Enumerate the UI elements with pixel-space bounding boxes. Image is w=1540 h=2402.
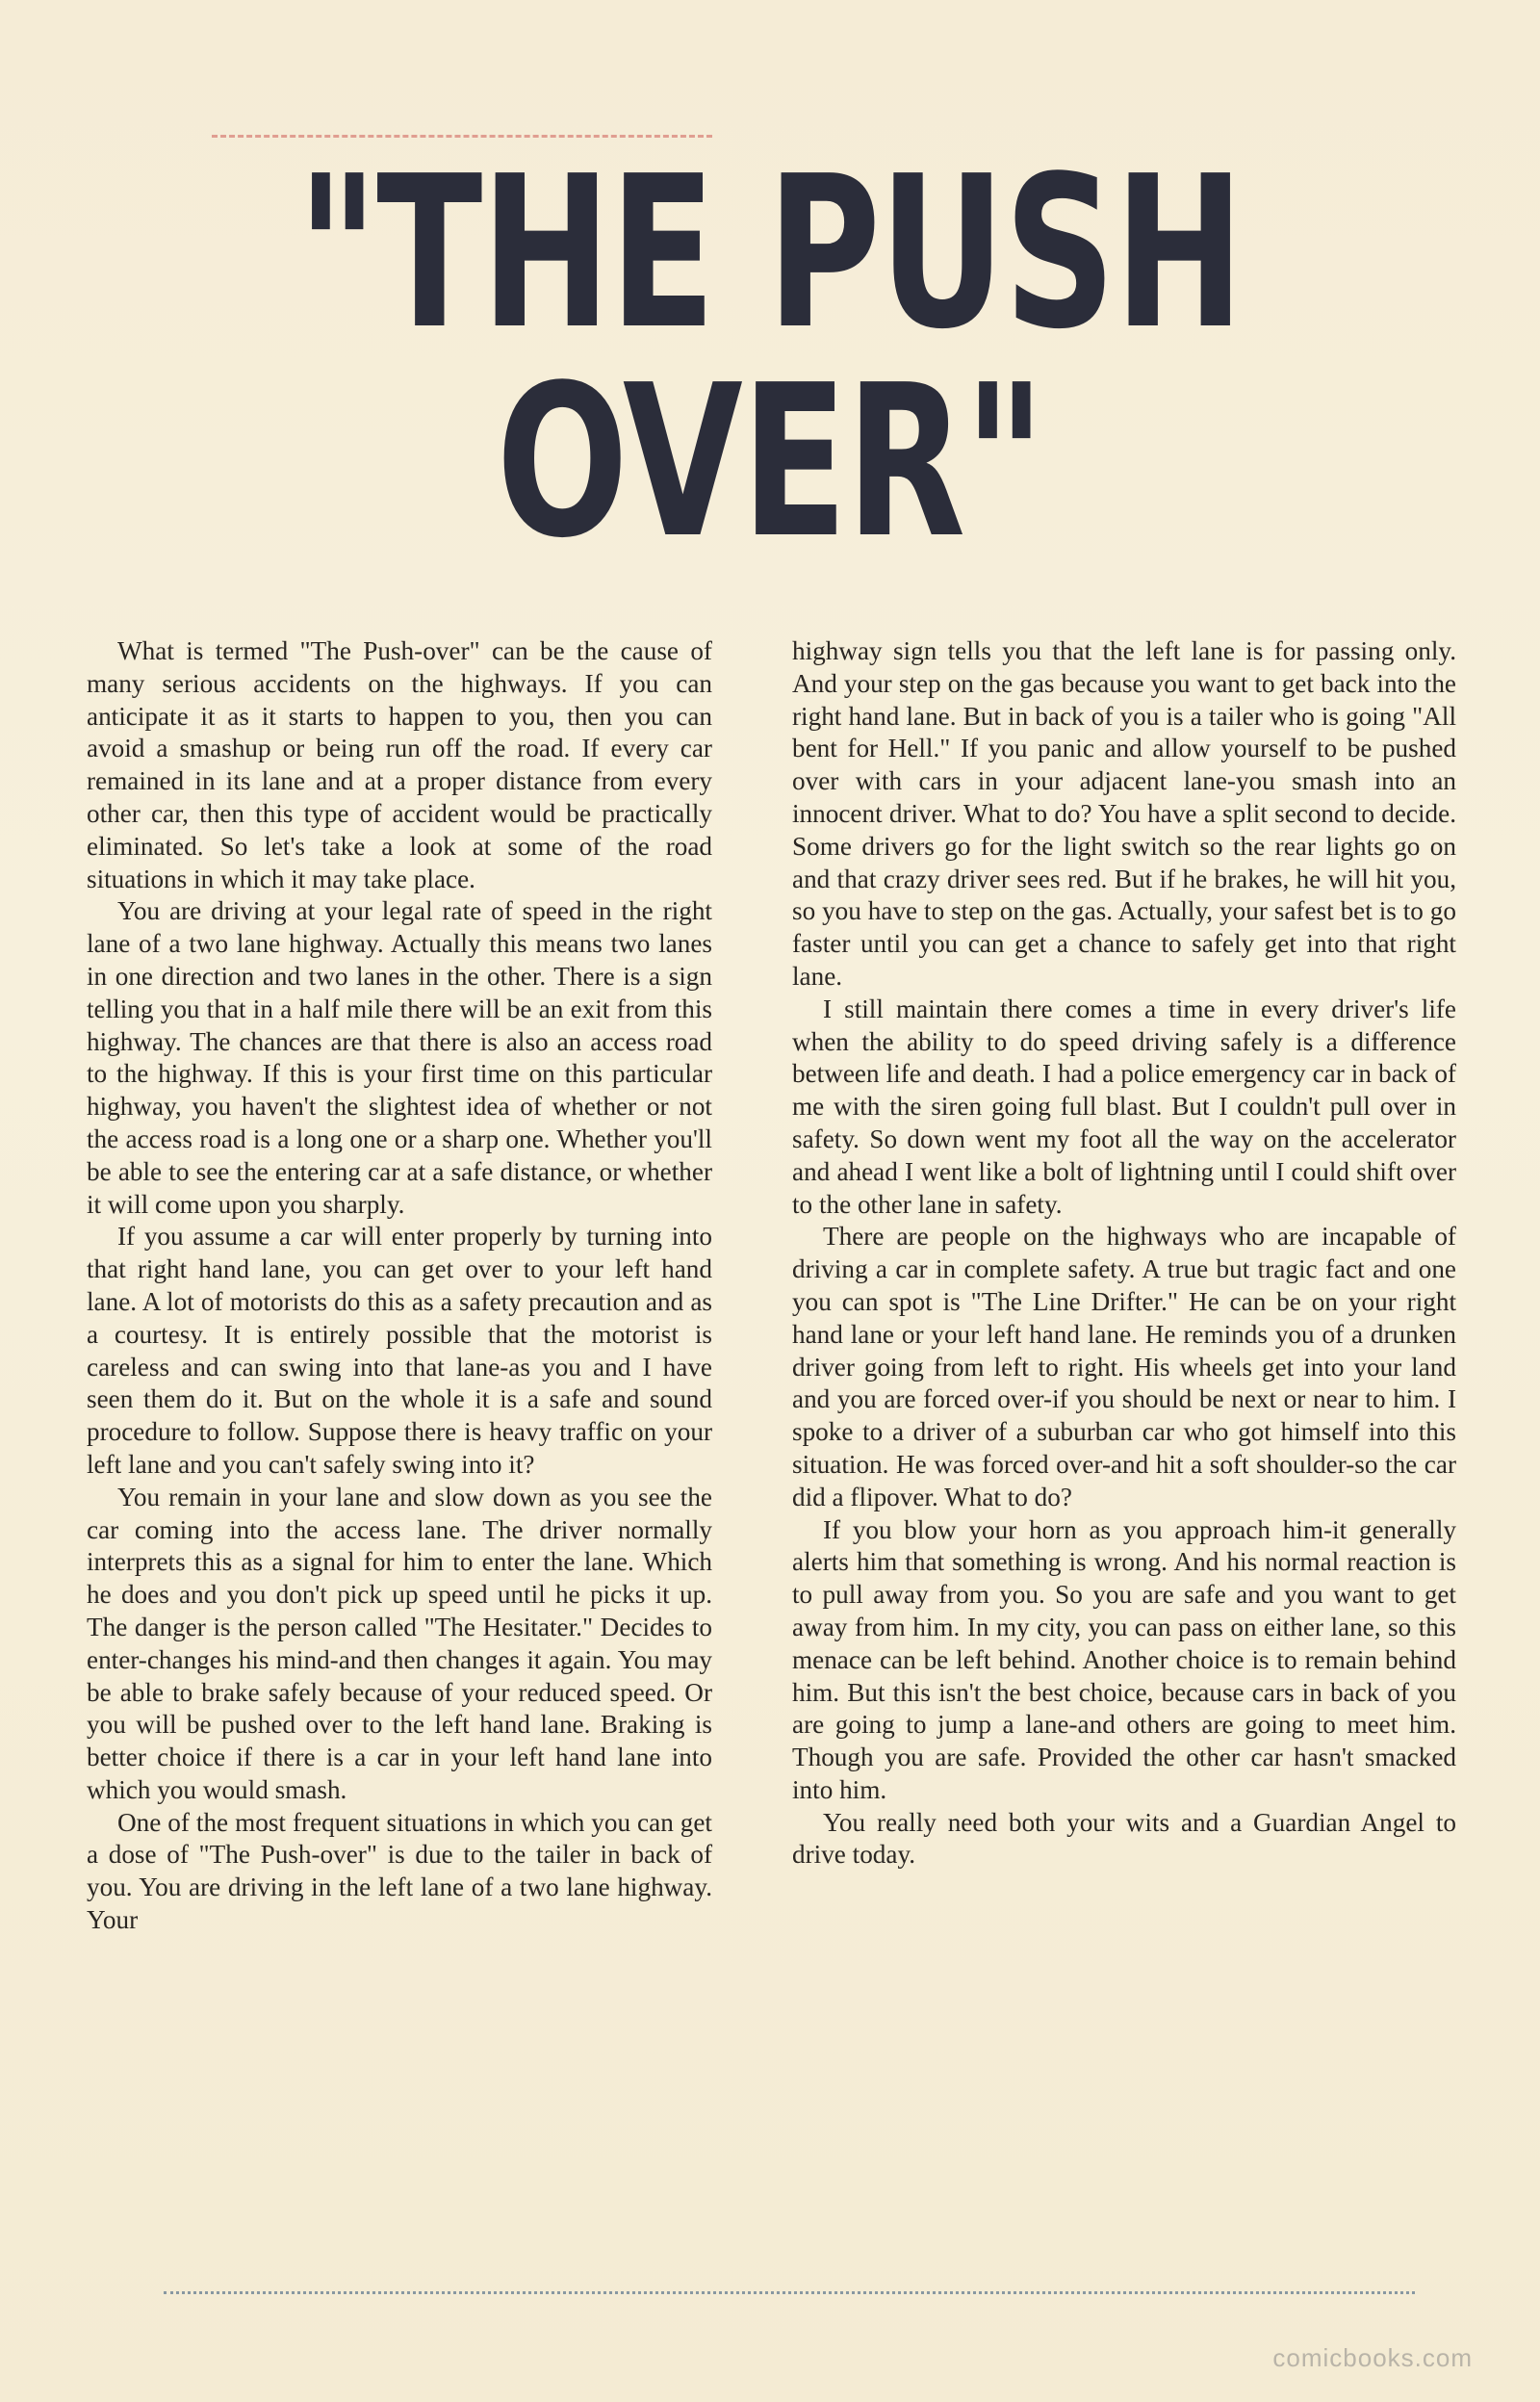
article-paragraph: You remain in your lane and slow down as you see the car coming into the access lane. The driver normally interprets this as a signal for him to enter the lane. Which he does and you don't pick up speed until he picks it up. The danger is the person called "The Hesitater." Decides to enter-changes his mind-and then changes it again. You may be able to brake safely because of your reduced speed. Or you will be pushed over to the left hand lane. Braking is better choice if there is a car in your left hand lane into which you would smash. [87, 1482, 712, 1804]
article-paragraph: You really need both your wits and a Guardian Angel to drive today. [792, 1807, 1456, 1870]
article-paragraph: What is termed "The Push-over" can be the cause of many serious accidents on the highways. If you can anticipate it as it starts to happen to you, then you can avoid a smashup or being run off the road. If every car remained in its lane and at a proper distance from every other car, then this type of accident would be practically eliminated. So let's take a look at some of the road situations in which it may take place. [87, 636, 712, 893]
article-paragraph: If you blow your horn as you approach him-it generally alerts him that something is wrong. And his normal reaction is to pull away from you. So you are safe and you want to get away from him. In my city, you can pass on either lane, so this menace can be left behind. Another choice is to remain behind him. But this isn't the best choice, because cars in back of you are going to jump a lane-and others are going to meet him. Though you are safe. Provided the other car hasn't smacked into him. [792, 1514, 1456, 1804]
article-paragraph-continued: highway sign tells you that the left lane is for passing only. And your step on the gas because you want to get back into the right hand lane. But in back of you is a tailer who is going "All bent for Hell." If you panic and allow yourself to be pushed over with cars in your adjacent lane-you smash into an innocent driver. What to do? You have a split second to decide. Some drivers go for the light switch so the rear lights go on and that crazy driver sees red. But if he brakes, he will hit you, so you have to step on the gas. Actually, your safest bet is to go faster until you can get a chance to safely get into that right lane. [792, 636, 1456, 991]
page-title-line-1: "THE PUSH [296, 132, 1244, 375]
article-paragraph: If you assume a car will enter properly by turning into that right hand lane, you can get over to your left hand lane. A lot of motorists do this as a safety precaution and as a courtesy. It is entirely possible that the motorist is careless and can swing into that lane-as you and I have seen them do it. But on the whole it is a safe and sound procedure to follow. Suppose there is heavy traffic on your left lane and you can't safely swing into it? [87, 1222, 712, 1479]
article-left-column [87, 635, 712, 1937]
article-paragraph: I still maintain there comes a time in every driver's life when the ability to do speed driving safely is a difference between life and death. I had a police emergency car in back of me with the siren going full blast. But I couldn't pull over in safety. So down went my foot all the way on the accelerator and ahead I went like a bolt of lightning until I could shift over to the other lane in safety. [792, 994, 1456, 1219]
article-paragraph: One of the most frequent situations in which you can get a dose of "The Push-over" is due to the tailer in back of you. You are driving in the left lane of a two lane highway. Your [87, 1807, 712, 1935]
article-paragraph: You are driving at your legal rate of speed in the right lane of a two lane highway. Actually this means two lanes in one direction and two lanes in the other. There is a sign telling you that in a half mile there will be an exit from this highway. The chances are that there is also an access road to the highway. If this is your first time on this particular highway, you haven't the slightest idea of whether or not the access road is a long one or a sharp one. Whether you'll be able to see the entering car at a safe distance, or whether it will come upon you sharply. [87, 896, 712, 1219]
print-artifact [164, 2270, 1415, 2294]
article-paragraph: There are people on the highways who are incapable of driving a car in complete safety. A true but tragic fact and one you can spot is "The Line Drifter." He can be on your right hand lane or your left hand lane. He reminds you of a drunken driver going from left to right. His wheels get into your land and you are forced over-if you should be next or near to him. I spoke to a driver of a suburban car who got himself into this situation. He was forced over-and hit a soft shoulder-so the car did a flipover. What to do? [792, 1222, 1456, 1511]
page-title-line-2: OVER" [496, 341, 1044, 584]
article-right-column [792, 635, 1456, 1872]
watermark: comicbooks.com [1272, 2343, 1473, 2372]
